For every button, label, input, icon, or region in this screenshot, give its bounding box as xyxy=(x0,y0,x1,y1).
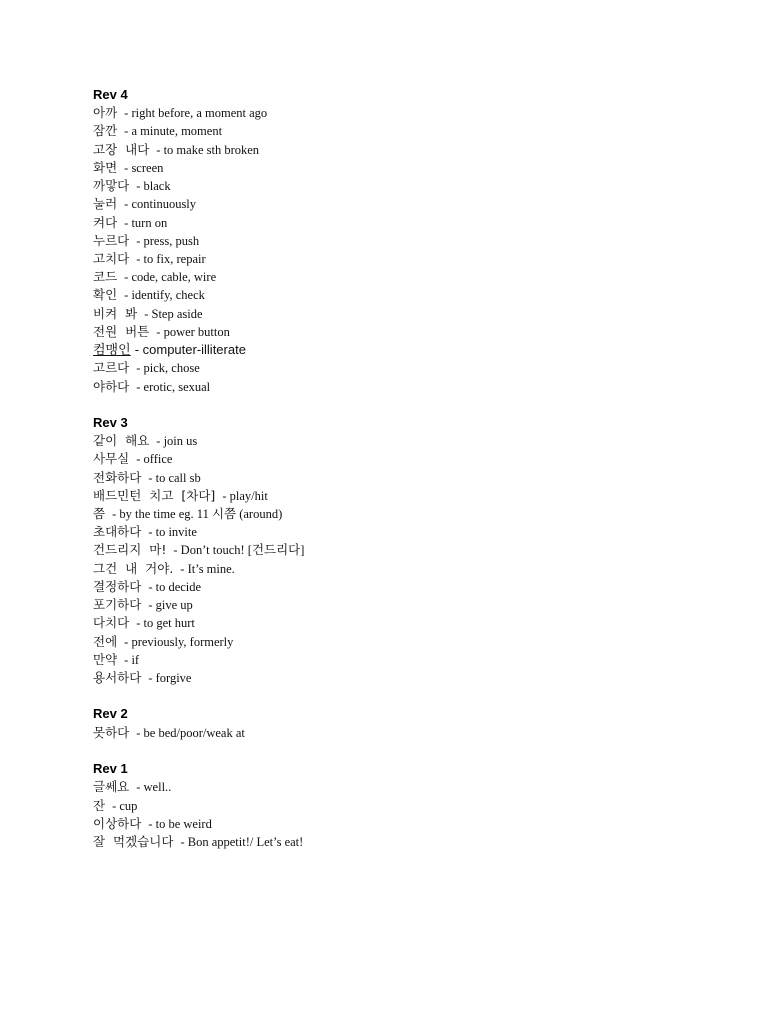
vocabulary-list xyxy=(93,86,713,851)
english-gloss: - erotic, sexual xyxy=(136,379,211,394)
vocab-entry xyxy=(93,378,713,396)
english-gloss: - pick, chose xyxy=(136,361,200,376)
english-gloss: - if xyxy=(124,652,140,667)
korean-term: 쯤 xyxy=(93,506,106,522)
vocab-entry xyxy=(93,341,713,359)
vocab-entry xyxy=(93,523,713,541)
vocab-entry xyxy=(93,250,713,268)
korean-term: 잠깐 xyxy=(93,123,118,139)
english-gloss: - well.. xyxy=(136,780,172,795)
section-heading: Rev 1 xyxy=(93,761,128,777)
korean-term: 고치다 xyxy=(93,250,130,266)
korean-term: 전에 xyxy=(93,633,118,649)
korean-term: 확인 xyxy=(93,287,118,303)
vocab-entry xyxy=(93,122,713,140)
rev-1-section xyxy=(93,760,713,851)
korean-term: 초대하다 xyxy=(93,524,142,540)
vocab-entry xyxy=(93,596,713,614)
english-gloss: - identify, check xyxy=(124,288,205,303)
korean-term: 누르다 xyxy=(93,232,130,248)
english-gloss: - to get hurt xyxy=(136,616,195,631)
korean-term: 포기하다 xyxy=(93,597,142,613)
korean-term: 아까 xyxy=(93,105,118,121)
korean-term: 야하다 xyxy=(93,378,130,394)
vocab-entry xyxy=(93,651,713,669)
korean-term: 컴맹인 xyxy=(93,343,131,359)
english-gloss: - play/hit xyxy=(222,488,268,503)
korean-term: 용서하다 xyxy=(93,670,142,685)
korean-term: 전화하다 xyxy=(93,469,142,485)
vocab-entry xyxy=(93,177,713,195)
korean-term: 사무실 xyxy=(93,451,130,467)
english-gloss: - screen xyxy=(124,160,164,175)
english-gloss: - to make sth broken xyxy=(156,142,260,157)
vocab-entry xyxy=(93,724,713,742)
vocab-entry xyxy=(93,305,713,323)
english-gloss: - give up xyxy=(148,598,193,613)
vocab-entry xyxy=(93,797,713,815)
english-gloss: - be bed/poor/weak at xyxy=(136,725,245,740)
english-gloss: - right before, a moment ago xyxy=(124,106,268,121)
korean-term: 배드민턴 치고 [차다] xyxy=(93,487,216,503)
rev-3-section xyxy=(93,414,713,687)
section-heading: Rev 4 xyxy=(93,87,128,102)
vocab-entry xyxy=(93,669,713,687)
korean-term: 건드리지 마! xyxy=(93,542,167,558)
english-gloss: - Don’t touch! [건드리다] xyxy=(173,543,305,558)
korean-term: 결정하다 xyxy=(93,578,142,594)
vocab-entry xyxy=(93,286,713,304)
vocab-entry xyxy=(93,214,713,232)
korean-term: 이상하다 xyxy=(93,815,142,831)
vocab-entry xyxy=(93,560,713,578)
korean-term: 같이 해요 xyxy=(93,433,150,449)
korean-term: 전원 버튼 xyxy=(93,323,150,339)
english-gloss: - previously, formerly xyxy=(124,634,234,649)
korean-term: 고장 내다 xyxy=(93,141,150,157)
korean-term: 글쎄요 xyxy=(93,779,130,795)
english-gloss: - by the time eg. 11 시쯤 (around) xyxy=(112,507,283,522)
english-gloss: - cup xyxy=(112,798,138,813)
english-gloss: - Step aside xyxy=(144,306,203,321)
vocab-entry xyxy=(93,578,713,596)
english-gloss: - to be weird xyxy=(148,816,212,831)
korean-term: 코드 xyxy=(93,269,118,285)
vocab-entry xyxy=(93,268,713,286)
rev-2-section xyxy=(93,705,713,741)
english-gloss: - to call sb xyxy=(148,470,201,485)
vocab-entry xyxy=(93,159,713,177)
english-gloss: - black xyxy=(136,179,171,194)
english-gloss: - code, cable, wire xyxy=(124,270,217,285)
vocab-entry xyxy=(93,359,713,377)
vocab-entry xyxy=(93,323,713,341)
english-gloss: - a minute, moment xyxy=(124,124,223,139)
vocab-entry xyxy=(93,432,713,450)
english-gloss: - continuously xyxy=(124,197,197,212)
vocab-entry xyxy=(93,541,713,559)
korean-term: 화면 xyxy=(93,159,118,175)
english-gloss: - to fix, repair xyxy=(136,251,206,266)
english-gloss: - forgive xyxy=(148,671,192,685)
korean-term: 눌러 xyxy=(93,196,118,212)
korean-term: 그건 내 거야. xyxy=(93,560,174,576)
section-heading: Rev 2 xyxy=(93,706,128,722)
english-gloss: - It’s mine. xyxy=(180,561,235,576)
english-gloss: - Bon appetit!/ Let’s eat! xyxy=(180,834,304,849)
section-heading: Rev 3 xyxy=(93,414,128,430)
vocab-entry xyxy=(93,195,713,213)
vocab-entry xyxy=(93,469,713,487)
english-gloss: - to invite xyxy=(148,525,197,540)
vocab-entry xyxy=(93,833,713,851)
vocab-entry xyxy=(93,141,713,159)
vocab-entry xyxy=(93,505,713,523)
vocab-entry xyxy=(93,815,713,833)
english-gloss: - power button xyxy=(156,324,230,339)
english-gloss: - computer-illiterate xyxy=(134,342,246,358)
vocab-entry xyxy=(93,450,713,468)
korean-term: 잔 xyxy=(93,797,106,813)
korean-term: 비켜 봐 xyxy=(93,305,138,321)
vocab-entry xyxy=(93,633,713,651)
english-gloss: - press, push xyxy=(136,233,200,248)
english-gloss: - join us xyxy=(156,434,198,449)
english-gloss: - office xyxy=(136,452,173,467)
korean-term: 못하다 xyxy=(93,724,130,740)
vocab-entry xyxy=(93,778,713,796)
korean-term: 만약 xyxy=(93,651,118,667)
vocab-entry xyxy=(93,487,713,505)
english-gloss: - to decide xyxy=(148,579,202,594)
korean-term: 켜다 xyxy=(93,214,118,230)
korean-term: 잘 먹겠습니다 xyxy=(93,833,174,849)
english-gloss: - turn on xyxy=(124,215,168,230)
korean-term: 고르다 xyxy=(93,360,130,376)
rev-4-section xyxy=(93,86,713,396)
vocab-entry xyxy=(93,104,713,122)
vocab-entry xyxy=(93,614,713,632)
vocab-entry xyxy=(93,232,713,250)
korean-term: 다치다 xyxy=(93,615,130,631)
korean-term: 까맣다 xyxy=(93,178,130,194)
